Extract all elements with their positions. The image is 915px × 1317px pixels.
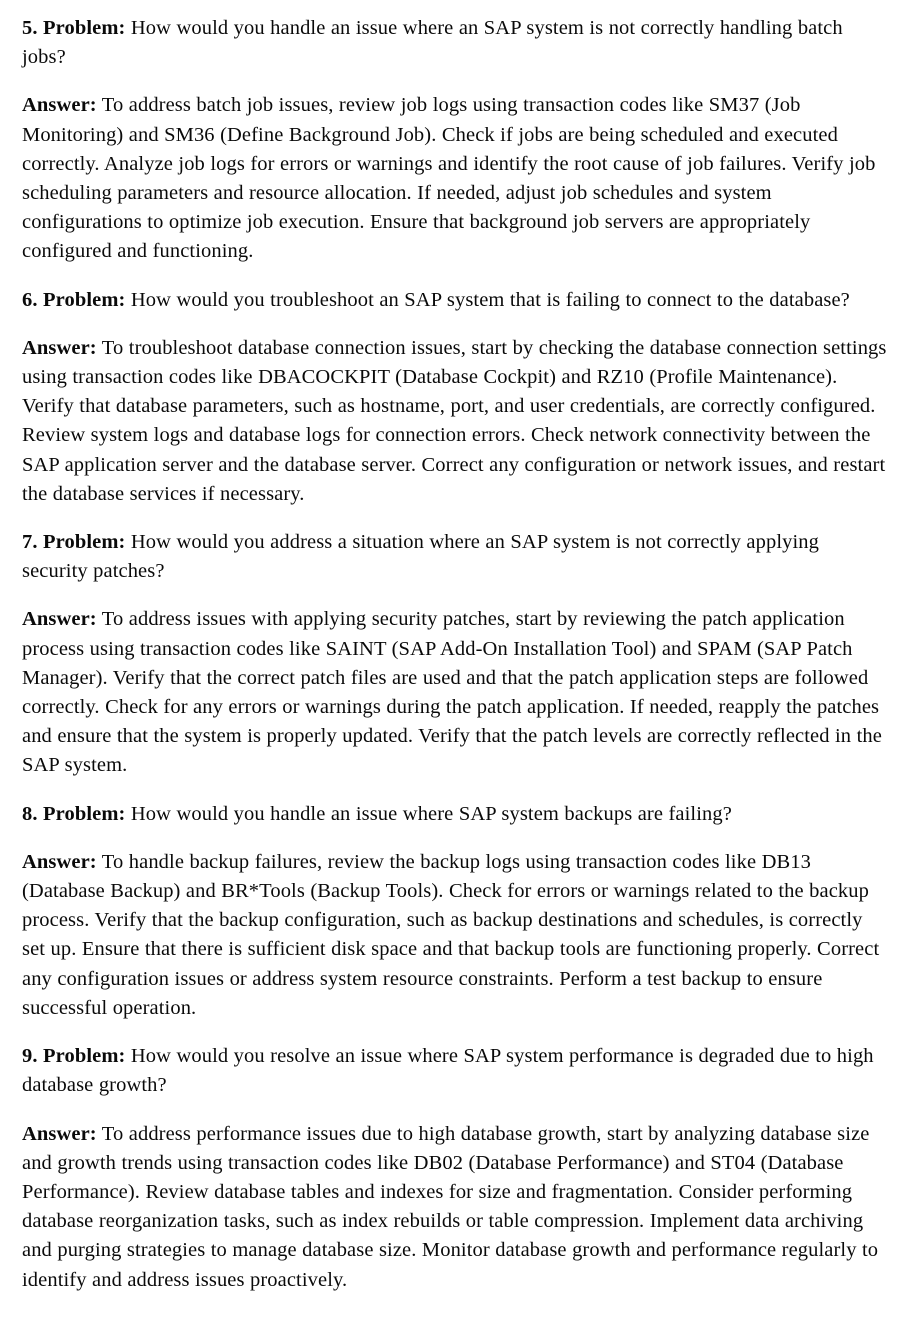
answer-label: Answer: (22, 850, 97, 873)
qa-block (22, 14, 890, 267)
problem-number: 9. (22, 1045, 38, 1068)
problem-text: How would you troubleshoot an SAP system that is failing to connect to the database? (125, 288, 850, 311)
answer-paragraph (22, 1120, 890, 1295)
qa-list (22, 14, 890, 1295)
answer-text: To address issues with applying security patches, start by reviewing the patch application process using transaction codes like SAINT (SAP Add-On Installation Tool) and SPAM (SAP Patch Manager). Verify that the correct patch files are used and that the patch application steps are followed correctly. Check for any errors or warnings during the patch application. If needed, reapply the patches and ensure that the system is properly updated. Verify that the patch levels are correctly reflected in the SAP system. (22, 608, 882, 777)
problem-text: How would you handle an issue where SAP system backups are failing? (125, 802, 732, 825)
problem-paragraph (22, 528, 890, 586)
problem-label: Problem: (43, 17, 126, 39)
answer-label: Answer: (22, 1122, 97, 1145)
problem-text: How would you handle an issue where an SAP system is not correctly handling batch jobs? (22, 17, 843, 69)
problem-paragraph (22, 1042, 890, 1100)
problem-label: Problem: (43, 802, 126, 825)
problem-number: 5. (22, 17, 38, 39)
answer-text: To address performance issues due to high database growth, start by analyzing database size and growth trends using transaction codes like DB02 (Database Performance) and ST04 (Database Performance). Review database tables and indexes for size and fragmentation. Consider performing database reorganization tasks, such as index rebuilds or table compression. Implement data archiving and purging strategies to manage database size. Monitor database growth and performance regularly to identify and address issues proactively. (22, 1122, 879, 1291)
qa-block (22, 800, 890, 1023)
answer-label: Answer: (22, 608, 97, 631)
problem-label: Problem: (43, 1045, 126, 1068)
problem-number: 8. (22, 802, 38, 825)
qa-block (22, 528, 890, 781)
qa-block (22, 1042, 890, 1295)
answer-paragraph (22, 605, 890, 780)
problem-number: 7. (22, 531, 38, 554)
answer-paragraph (22, 848, 890, 1023)
problem-label: Problem: (43, 531, 126, 554)
answer-text: To handle backup failures, review the backup logs using transaction codes like DB13 (Database Backup) and BR*Tools (Backup Tools). Check for errors or warnings related to the backup process. Verify that the backup configuration, such as backup destinations and schedules, is correctly set up. Ensure that there is sufficient disk space and that backup tools are functioning properly. Correct any configuration issues or address system resource constraints. Perform a test backup to ensure successful operation. (22, 850, 880, 1019)
answer-paragraph (22, 91, 890, 266)
answer-label: Answer: (22, 94, 97, 117)
problem-number: 6. (22, 288, 38, 311)
answer-text: To troubleshoot database connection issues, start by checking the database connection settings using transaction codes like DBACOCKPIT (Database Cockpit) and RZ10 (Profile Maintenance). Verify that database parameters, such as hostname, port, and user credentials, are correctly configured. Review system logs and database logs for connection errors. Check network connectivity between the SAP application server and the database server. Correct any configuration or network issues, and restart the database services if necessary. (22, 336, 887, 505)
answer-text: To address batch job issues, review job logs using transaction codes like SM37 (Job Monitoring) and SM36 (Define Background Job). Check if jobs are being scheduled and executed correctly. Analyze job logs for errors or warnings and identify the root cause of job failures. Verify job scheduling parameters and resource allocation. If needed, adjust job schedules and system configurations to optimize job execution. Ensure that background job servers are appropriately configured and functioning. (22, 94, 876, 263)
problem-text: How would you resolve an issue where SAP system performance is degraded due to high database growth? (22, 1045, 874, 1097)
problem-text: How would you address a situation where an SAP system is not correctly applying security patches? (22, 531, 819, 583)
qa-block (22, 286, 890, 509)
problem-paragraph (22, 286, 890, 315)
answer-label: Answer: (22, 336, 97, 359)
problem-label: Problem: (43, 288, 126, 311)
answer-paragraph (22, 334, 890, 509)
problem-paragraph (22, 14, 890, 72)
problem-paragraph (22, 800, 890, 829)
